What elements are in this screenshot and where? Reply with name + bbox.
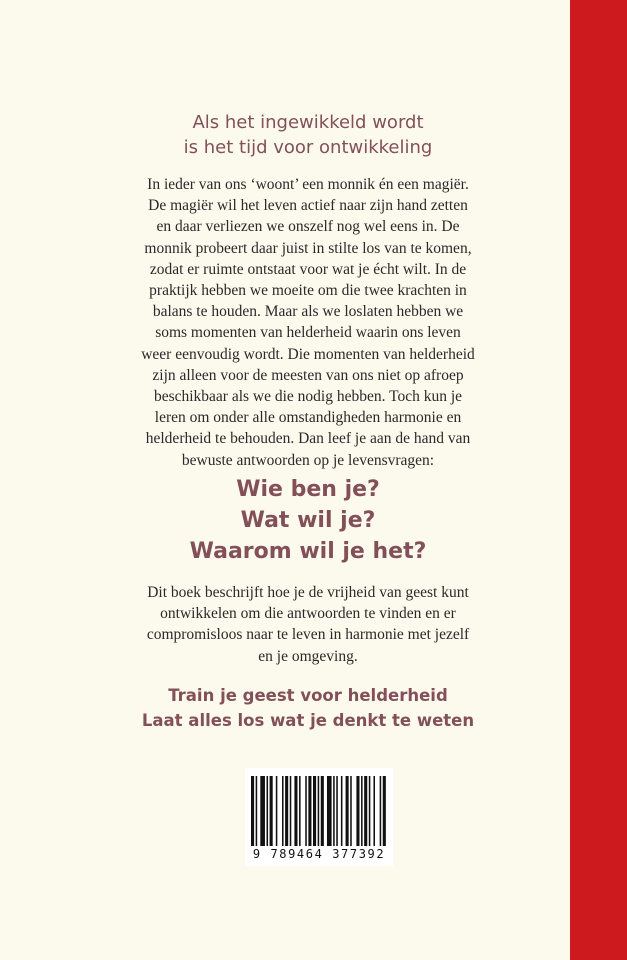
tagline-line-2: Laat alles los wat je denkt te weten	[141, 711, 475, 730]
question-2: Wat wil je?	[240, 508, 376, 533]
heading-line-2: is het tijd voor ontwikkeling	[183, 137, 433, 158]
barcode-bar	[251, 776, 254, 846]
tagline	[108, 683, 508, 733]
blurb-line: leren om onder alle omstandigheden harmonie en	[154, 409, 462, 427]
barcode-bar	[256, 776, 258, 846]
barcode-bars	[251, 776, 387, 846]
barcode-bar	[267, 776, 269, 846]
barcode-bar	[285, 776, 288, 846]
description-line: Dit boek beschrijft hoe je de vrijheid van geest kunt	[147, 584, 469, 601]
blurb-line: balans te houden. Maar als we loslaten hebben we	[152, 303, 464, 321]
barcode-bar	[369, 776, 371, 846]
blurb-line: weer eenvoudig wordt. Die momenten van helderheid	[141, 345, 475, 363]
barcode-bar	[308, 776, 311, 846]
description-line: ontwikkelen om die antwoorden te vinden en er	[160, 605, 456, 623]
barcode-bar	[276, 776, 278, 846]
barcode-bar	[313, 776, 316, 846]
barcode-bar	[356, 776, 359, 846]
barcode-bar	[282, 776, 284, 846]
heading-line-1: Als het ingewikkeld wordt	[192, 112, 424, 133]
isbn-number: 9 789464 377392	[252, 847, 386, 861]
blurb-line: en daar verliezen we onszelf nog wel eens in. De	[156, 218, 460, 236]
barcode-bar	[346, 776, 349, 846]
barcode-bar	[373, 776, 375, 846]
barcode-bar	[336, 776, 338, 846]
description-line: compromisloos naar te leven in harmonie met jezelf	[146, 626, 470, 644]
isbn-barcode	[245, 768, 393, 866]
barcode-bar	[290, 776, 292, 846]
barcode-bar	[294, 776, 297, 846]
spine-stripe	[570, 0, 627, 960]
description-paragraph	[108, 582, 508, 667]
barcode-bar	[299, 776, 301, 846]
blurb-line: soms momenten van helderheid waarin ons leven	[155, 324, 461, 342]
tagline-line-1: Train je geest voor helderheid	[168, 686, 448, 705]
barcode-bar	[270, 776, 273, 846]
barcode-bar	[364, 776, 367, 846]
barcode-bar	[260, 776, 265, 846]
barcode-bar	[383, 776, 386, 846]
barcode-bar	[318, 776, 320, 846]
blurb-line: zijn alleen voor de meesten van ons niet op afroep	[152, 366, 464, 384]
barcode-bar	[327, 776, 332, 846]
question-3: Waarom wil je het?	[189, 539, 427, 564]
blurb-line: praktijk hebben we moeite om die twee krachten in	[149, 282, 467, 300]
questions	[108, 474, 508, 567]
blurb-line: bewuste antwoorden op je levensvragen:	[181, 451, 435, 469]
heading	[108, 110, 508, 160]
blurb-line: De magiër wil het leven actief naar zijn hand zetten	[148, 197, 468, 215]
question-1: Wie ben je?	[236, 477, 380, 502]
barcode-bar	[380, 776, 382, 846]
barcode-bar	[321, 776, 324, 846]
blurb-line: beschikbaar als we die nodig hebben. Toch kun je	[153, 388, 463, 406]
barcode-bar	[305, 776, 307, 846]
barcode-bar	[361, 776, 363, 846]
barcode-bar	[350, 776, 352, 846]
description-line: en je omgeving.	[258, 647, 358, 665]
barcode-bar	[341, 776, 343, 846]
blurb-paragraph	[108, 174, 508, 471]
barcode-bar	[333, 776, 335, 846]
blurb-line: monnik probeert daar juist in stilte los van te komen,	[144, 239, 472, 257]
blurb-line: helderheid te behouden. Dan leef je aan de hand van	[145, 430, 471, 448]
blurb-line: In ieder van ons ‘woont’ een monnik én een magiër.	[147, 176, 469, 193]
blurb-line: zodat er ruimte ontstaat voor wat je écht wilt. In de	[149, 260, 467, 278]
